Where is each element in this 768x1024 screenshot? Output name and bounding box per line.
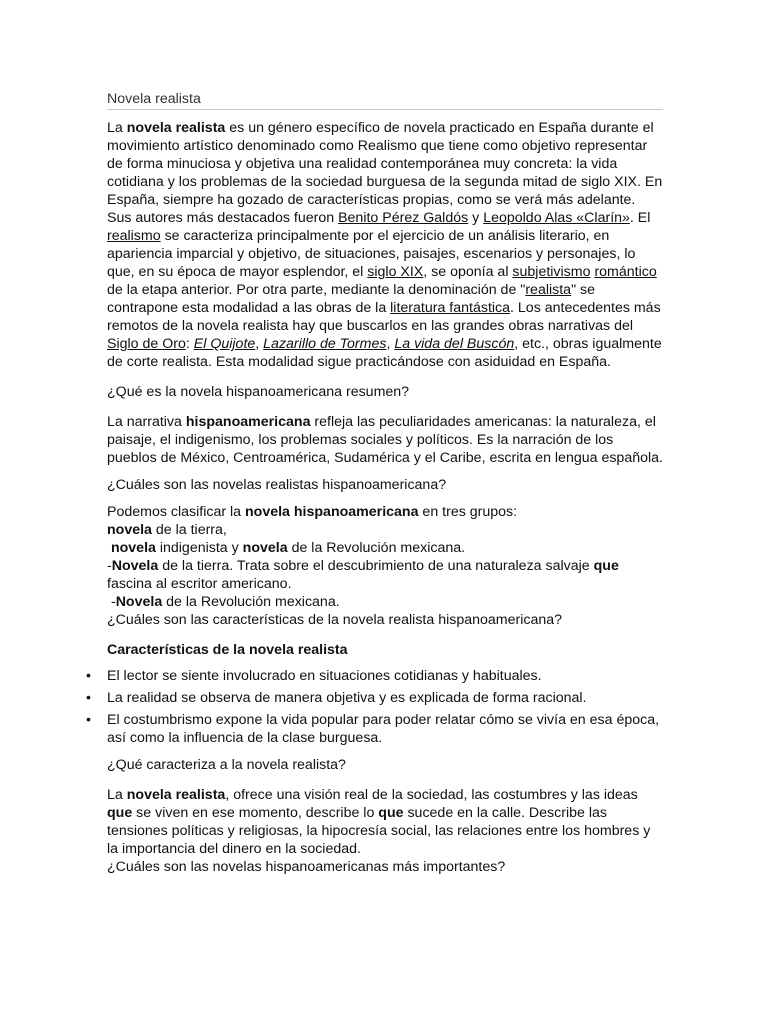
bold-term: Novela <box>115 594 163 610</box>
bullet-icon: • <box>86 712 91 728</box>
text: indigenista y <box>155 540 243 556</box>
bold-term: novela realista <box>126 787 226 803</box>
text: : <box>185 336 194 352</box>
bold-term: que <box>107 805 133 821</box>
bold-term: novela <box>107 522 152 538</box>
text: sucede en la calle. Describe las tensiones políticas y religiosas, la hipocresía social, las relaciones entre los hombres y la importancia del dinero en la sociedad. <box>107 805 651 857</box>
link-realista[interactable]: realista <box>525 282 572 298</box>
bold-term: novela realista <box>126 120 226 136</box>
list-item-text: El lector se siente involucrado en situaciones cotidianas y habituales. <box>107 668 542 684</box>
text: refleja las peculiaridades americanas: la naturaleza, el paisaje, el indigenismo, los problemas sociales y políticos. Es la narración de los pueblos de México, Centroamérica, Sudamérica y el Caribe, escrita en lengua española. <box>107 414 663 466</box>
text: de la tierra, <box>151 522 227 538</box>
text: . El <box>629 210 651 226</box>
characteristics-list <box>86 667 663 747</box>
text: es un género específico de novela practicado en España durante el movimiento artístico denominado como Realismo que tiene como objetivo representar de forma minuciosa y objetiva una realidad contemporánea muy concreta: la vida cotidiana y los problemas de la sociedad burguesa de la segunda mitad de siglo XIX. En España, siempre ha gozado de características propias, como se verá más adelante. Sus autores más destacados fueron <box>107 120 663 226</box>
link-benito-perez-galdos[interactable]: Benito Pérez Galdós <box>338 210 469 226</box>
link-la-vida-del-buscon[interactable] <box>394 336 514 352</box>
text: , etc., obras igualmente de corte realista. Esta modalidad sigue practicándose con asiduidad en España. <box>107 336 662 370</box>
text: La <box>107 120 127 136</box>
link-el-quijote[interactable] <box>194 336 256 352</box>
text: - <box>107 558 112 574</box>
section-heading: Características de la novela realista <box>107 642 348 658</box>
link-lazarillo-de-tormes[interactable] <box>263 336 386 352</box>
link-subjetivismo[interactable]: subjetivismo <box>512 264 591 280</box>
list-item-text: El costumbrismo expone la vida popular para poder relatar cómo se vivía en esa época, así como la influencia de la clase burguesa. <box>107 712 660 746</box>
list-item <box>86 711 663 747</box>
text: Podemos clasificar la <box>107 504 245 520</box>
text: y <box>468 210 484 226</box>
link-literatura-fantastica[interactable]: literatura fantástica <box>390 300 511 316</box>
bold-term: novela hispanoamericana <box>245 504 419 520</box>
bold-term: novela <box>110 540 156 556</box>
text: en tres grupos: <box>418 504 518 520</box>
text: , ofrece una visión real de la sociedad, las costumbres y las ideas <box>225 787 638 803</box>
bold-term: Novela <box>111 558 159 574</box>
text: se caracteriza principalmente por el ejercicio de un análisis literario, en apariencia imparcial y objetivo, de situaciones, paisajes, escenarios y personajes, lo que, en su época de mayor esplendor, el <box>107 228 636 280</box>
link-leopoldo-alas[interactable]: Leopoldo Alas «Clarín» <box>483 210 630 226</box>
bold-term: que <box>593 558 619 574</box>
link-siglo-xix[interactable]: siglo XIX <box>367 264 424 280</box>
question-heading: ¿Qué es la novela hispanoamericana resumen? <box>107 384 410 400</box>
question-heading: ¿Qué caracteriza a la novela realista? <box>107 757 346 773</box>
bold-term: hispanoamericana <box>185 414 311 430</box>
text: , <box>255 336 264 352</box>
page-title: Novela realista <box>107 90 663 110</box>
text: , se oponía al <box>423 264 513 280</box>
answer-paragraph <box>107 786 663 876</box>
text: de la Revolución mexicana. <box>287 540 466 556</box>
intro-paragraph <box>107 119 663 371</box>
italic-title: El Quijote <box>193 336 256 352</box>
link-romantico[interactable]: romántico <box>594 264 657 280</box>
text: " se contrapone esta modalidad a las obras de la <box>107 282 596 316</box>
list-item <box>86 689 663 707</box>
document-content <box>86 90 663 876</box>
bold-term: que <box>378 805 404 821</box>
list-item <box>86 667 663 685</box>
text: - <box>110 594 116 610</box>
bold-term: novela <box>242 540 288 556</box>
text: La <box>107 787 127 803</box>
text: de la tierra. Trata sobre el descubrimiento de una naturaleza salvaje <box>158 558 594 574</box>
link-realismo[interactable]: realismo <box>107 228 161 244</box>
text: . Los antecedentes más remotos de la novela realista hay que buscarlos en las grandes obras narrativas del <box>107 300 661 334</box>
text: de la etapa anterior. Por otra parte, mediante la denominación de " <box>107 282 526 298</box>
bullet-icon: • <box>86 690 91 706</box>
link-siglo-de-oro[interactable]: Siglo de Oro <box>107 336 186 352</box>
text: La narrativa <box>107 414 186 430</box>
question-heading: ¿Cuáles son las novelas realistas hispanoamericana? <box>107 477 447 493</box>
text: , <box>386 336 395 352</box>
italic-title: Lazarillo de Tormes <box>263 336 387 352</box>
list-item-text: La realidad se observa de manera objetiva y es explicada de forma racional. <box>107 690 587 706</box>
question-text: ¿Cuáles son las características de la novela realista hispanoamericana? <box>107 612 563 628</box>
text: fascina al escritor americano. <box>107 576 292 592</box>
question-text: ¿Cuáles son las novelas hispanoamericanas más importantes? <box>107 859 506 875</box>
text: de la Revolución mexicana. <box>162 594 340 610</box>
italic-title: La vida del Buscón <box>394 336 515 352</box>
answer-paragraph <box>107 413 663 467</box>
text: se viven en ese momento, describe lo <box>132 805 379 821</box>
bullet-icon: • <box>86 668 91 684</box>
answer-paragraph <box>107 503 663 629</box>
